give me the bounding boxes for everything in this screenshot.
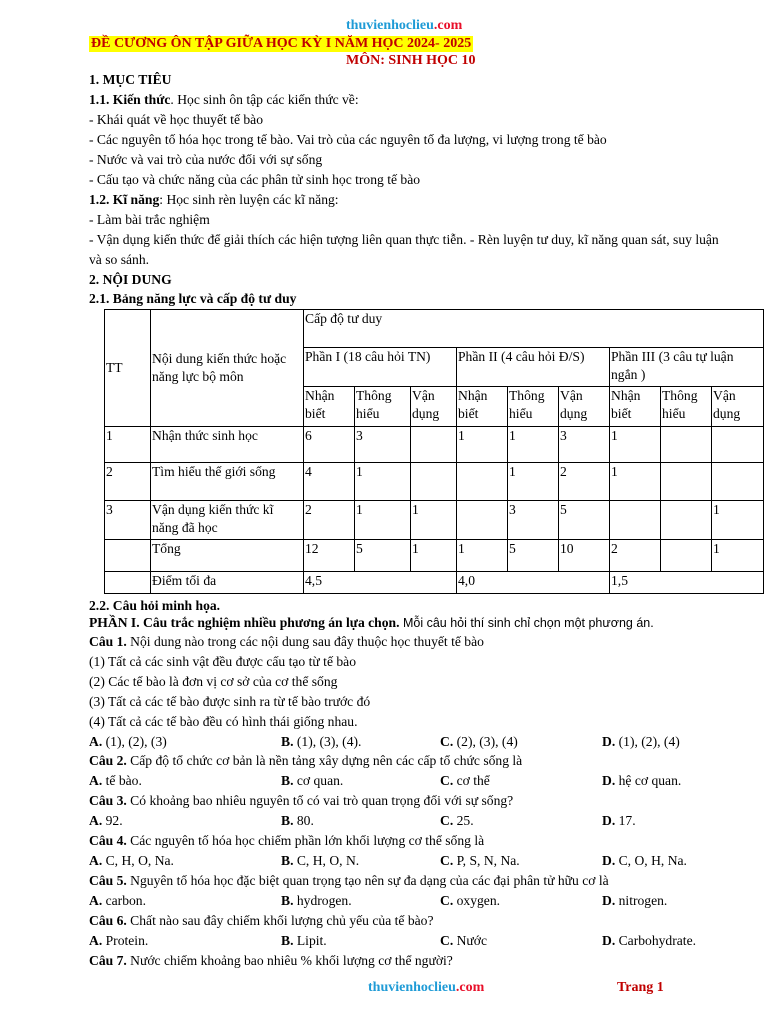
subheader-cell: Nhận biết [610,387,661,427]
cell [661,540,712,572]
table-row [105,427,764,463]
total-row [105,540,764,572]
knowledge-item: - Khái quát về học thuyết tế bào [89,112,264,127]
part-1-label: PHẦN I. Câu trắc nghiệm nhiều phương án lựa chọn. [89,615,400,630]
score-row [105,572,764,594]
knowledge-item: - Nước và vai trò của nước đối với sự sống [89,152,323,167]
part-1-note: Mỗi câu hỏi thí sinh chỉ chọn một phương án. [399,616,654,630]
option-text: 80. [293,813,314,828]
cell: 1 [712,540,764,572]
option-text: C, H, O, N. [293,853,360,868]
cell: 3 [355,427,411,463]
header-level: Cấp độ tư duy [304,310,764,348]
question-label: Câu 6. [89,913,127,928]
table-row [105,463,764,501]
option-a[interactable] [89,812,123,830]
option-d[interactable] [602,852,687,870]
question-label: Câu 3. [89,793,127,808]
subheader-cell: Thông hiểu [355,387,411,427]
option-text: nitrogen. [615,893,668,908]
knowledge-text: . Học sinh ôn tập các kiến thức về: [170,92,359,107]
question [89,912,434,930]
option-text: (1), (3), (4). [293,734,362,749]
option-letter: C. [440,933,454,948]
question-label: Câu 2. [89,753,127,768]
subheader-cell: Thông hiểu [508,387,559,427]
header-content: Nội dung kiến thức hoặc năng lực bộ môn [151,310,304,427]
row-tt: 1 [105,427,151,463]
cell: 2 [559,463,610,501]
question-text: Có khoảng bao nhiêu nguyên tố có vai trò quan trọng đối với sự sống? [126,793,514,808]
cell: 2 [610,540,661,572]
row-name: Vận dụng kiến thức kĩ năng đã học [151,501,304,540]
cell [457,501,508,540]
question [89,633,484,651]
knowledge-item: - Các nguyên tố hóa học trong tế bào. Vai trò của các nguyên tố đa lượng, vi lượng trong tế bào [89,132,607,147]
option-text: 25. [453,813,474,828]
question [89,752,522,770]
statement: (1) Tất cả các sinh vật đều được cấu tạo từ tế bào [89,654,357,669]
option-text: (2), (3), (4) [453,734,518,749]
option-letter: A. [89,813,103,828]
row-tt [105,540,151,572]
question-text: Các nguyên tố hóa học chiếm phần lớn khối lượng cơ thể sống là [126,833,485,848]
question-label: Câu 4. [89,833,127,848]
option-letter: B. [281,933,294,948]
option-letter: A. [89,853,103,868]
cell: 6 [304,427,355,463]
option-a[interactable] [89,892,146,910]
header-part-2: Phần II (4 câu hỏi Đ/S) [457,348,610,387]
option-text: (1), (2), (4) [615,734,680,749]
option-text: carbon. [102,893,147,908]
question [89,832,484,850]
option-b[interactable] [281,812,314,830]
option-letter: A. [89,933,103,948]
question-text: Cấp độ tổ chức cơ bản là nền tảng xây dựng nên các cấp tổ chức sống là [126,753,523,768]
question [89,952,453,970]
knowledge-item: - Cấu tạo và chức năng của các phân tử sinh học trong tế bào [89,172,421,187]
cell [712,463,764,501]
question-text: Nguyên tố hóa học đặc biệt quan trọng tạo nên sự đa dạng của các đại phân tử hữu cơ là [126,873,609,888]
score-part-3: 1,5 [610,572,764,594]
row-name: Tìm hiểu thế giới sống [151,463,304,501]
cell [411,463,457,501]
subheader-cell: Nhận biết [457,387,508,427]
footer-site[interactable] [368,980,484,996]
option-d[interactable] [602,932,696,950]
cell: 5 [559,501,610,540]
row-tt: 3 [105,501,151,540]
competency-table [104,309,764,594]
option-a[interactable] [89,733,167,751]
row-tt: 2 [105,463,151,501]
cell: 1 [355,463,411,501]
option-letter: D. [602,853,616,868]
option-text: P, S, N, Na. [453,853,520,868]
footer-site-domain: .com [455,980,485,995]
question-label: Câu 5. [89,873,127,888]
score-label: Điểm tối đa [151,572,304,594]
section-1-heading: 1. MỤC TIÊU [89,72,172,87]
option-d[interactable] [602,733,680,751]
option-text: 17. [615,813,636,828]
header-part-3: Phần III (3 câu tự luận ngắn ) [610,348,764,387]
option-text: C, H, O, Na. [102,853,174,868]
site-domain: .com [433,18,463,33]
cell [610,501,661,540]
statement: (4) Tất cả các tế bào đều có hình thái giống nhau. [89,714,358,729]
option-a[interactable] [89,932,148,950]
option-letter: A. [89,893,103,908]
question-text: Nội dung nào trong các nội dung sau đây thuộc học thuyết tế bào [126,634,484,649]
option-text: C, O, H, Na. [615,853,687,868]
option-text: Protein. [102,933,149,948]
option-d[interactable] [602,892,667,910]
option-b[interactable] [281,733,361,751]
question [89,872,609,890]
option-c[interactable] [440,852,520,870]
option-letter: D. [602,813,616,828]
cell [661,427,712,463]
option-text: Lipit. [293,933,327,948]
option-a[interactable] [89,852,174,870]
cell: 4 [304,463,355,501]
option-letter: B. [281,734,294,749]
option-text: cơ quan. [293,773,344,788]
question-label: Câu 1. [89,634,127,649]
subheader-cell: Nhận biết [304,387,355,427]
question-text: Chất nào sau đây chiếm khối lượng chủ yếu của tế bào? [126,913,434,928]
cell: 1 [508,463,559,501]
option-letter: B. [281,773,294,788]
page-number [617,980,664,996]
option-c[interactable] [440,892,500,910]
question-label: Câu 7. [89,953,127,968]
statement: (2) Các tế bào là đơn vị cơ sở của cơ thể sống [89,674,338,689]
option-text: oxygen. [453,893,501,908]
cell: 1 [457,427,508,463]
knowledge-label: 1.1. Kiến thức [89,92,171,107]
option-letter: C. [440,813,454,828]
option-c[interactable] [440,812,474,830]
score-part-1: 4,5 [304,572,457,594]
option-a[interactable] [89,772,142,790]
cell: 1 [610,463,661,501]
option-letter: B. [281,893,294,908]
cell: 3 [559,427,610,463]
cell: 5 [355,540,411,572]
option-letter: C. [440,773,454,788]
document-title: ĐỀ CƯƠNG ÔN TẬP GIỮA HỌC KỲ I NĂM HỌC 2024- 2025 [91,36,472,51]
option-c[interactable] [440,932,487,950]
cell [411,427,457,463]
row-tt [105,572,151,594]
site-name: thuvienhoclieu [346,18,434,33]
skills-label: 1.2. Kĩ năng [89,192,160,207]
cell: 1 [355,501,411,540]
cell: 10 [559,540,610,572]
option-text: hydrogen. [293,893,352,908]
option-b[interactable] [281,852,359,870]
subject-title: MÔN: SINH HỌC 10 [346,53,476,68]
option-letter: C. [440,734,454,749]
row-name: Nhận thức sinh học [151,427,304,463]
footer-site-name: thuvienhoclieu [368,980,456,995]
option-letter: A. [89,773,103,788]
option-text: hệ cơ quan. [615,773,682,788]
table-heading: 2.1. Bảng năng lực và cấp độ tư duy [89,291,297,306]
subheader-cell: Vận dụng [559,387,610,427]
table-row [105,501,764,540]
skills-item: - Làm bài trắc nghiệm [89,212,210,227]
cell [457,463,508,501]
question [89,792,513,810]
cell: 1 [610,427,661,463]
subheader-cell: Thông hiểu [661,387,712,427]
option-letter: D. [602,773,616,788]
cell: 1 [411,501,457,540]
subheader-cell: Vận dụng [712,387,764,427]
cell: 1 [411,540,457,572]
option-letter: B. [281,813,294,828]
cell: 1 [508,427,559,463]
option-text: cơ thể [453,773,490,788]
statement: (3) Tất cả các tế bào được sinh ra từ tế bào trước đó [89,694,371,709]
option-b[interactable] [281,932,327,950]
score-part-2: 4,0 [457,572,610,594]
option-text: (1), (2), (3) [102,734,167,749]
option-text: Nước [453,933,488,948]
option-letter: D. [602,893,616,908]
knowledge-line [89,91,359,109]
option-text: tế bào. [102,773,142,788]
skills-text: : Học sinh rèn luyện các kĩ năng: [159,192,339,207]
option-b[interactable] [281,892,352,910]
option-letter: C. [440,853,454,868]
skills-item: - Vận dụng kiến thức để giải thích các hiện tượng liên quan thực tiễn. - Rèn luyện tư duy, kĩ năng quan sát, suy luận và so sánh. [89,232,719,267]
cell: 12 [304,540,355,572]
skills-line [89,191,339,209]
option-d[interactable] [602,772,681,790]
cell: 1 [457,540,508,572]
cell: 5 [508,540,559,572]
subheader-cell: Vận dụng [411,387,457,427]
site-header[interactable] [346,18,462,34]
part-1-heading [89,614,654,632]
option-letter: A. [89,734,103,749]
option-d[interactable] [602,812,636,830]
question-text: Nước chiếm khoảng bao nhiêu % khối lượng cơ thể người? [126,953,453,968]
cell [661,501,712,540]
option-text: 92. [102,813,123,828]
cell [661,463,712,501]
option-b[interactable] [281,772,343,790]
header-part-1: Phần I (18 câu hỏi TN) [304,348,457,387]
cell: 3 [508,501,559,540]
option-text: Carbohydrate. [615,933,696,948]
option-letter: D. [602,734,616,749]
section-2-heading: 2. NỘI DUNG [89,272,172,287]
option-letter: D. [602,933,616,948]
cell: 1 [712,501,764,540]
option-c[interactable] [440,772,490,790]
option-letter: B. [281,853,294,868]
row-name: Tổng [151,540,304,572]
option-letter: C. [440,893,454,908]
page-number-text: Trang 1 [617,980,664,995]
header-tt: TT [105,310,151,427]
option-c[interactable] [440,733,518,751]
examples-heading: 2.2. Câu hỏi minh họa. [89,598,221,613]
cell [712,427,764,463]
cell: 2 [304,501,355,540]
